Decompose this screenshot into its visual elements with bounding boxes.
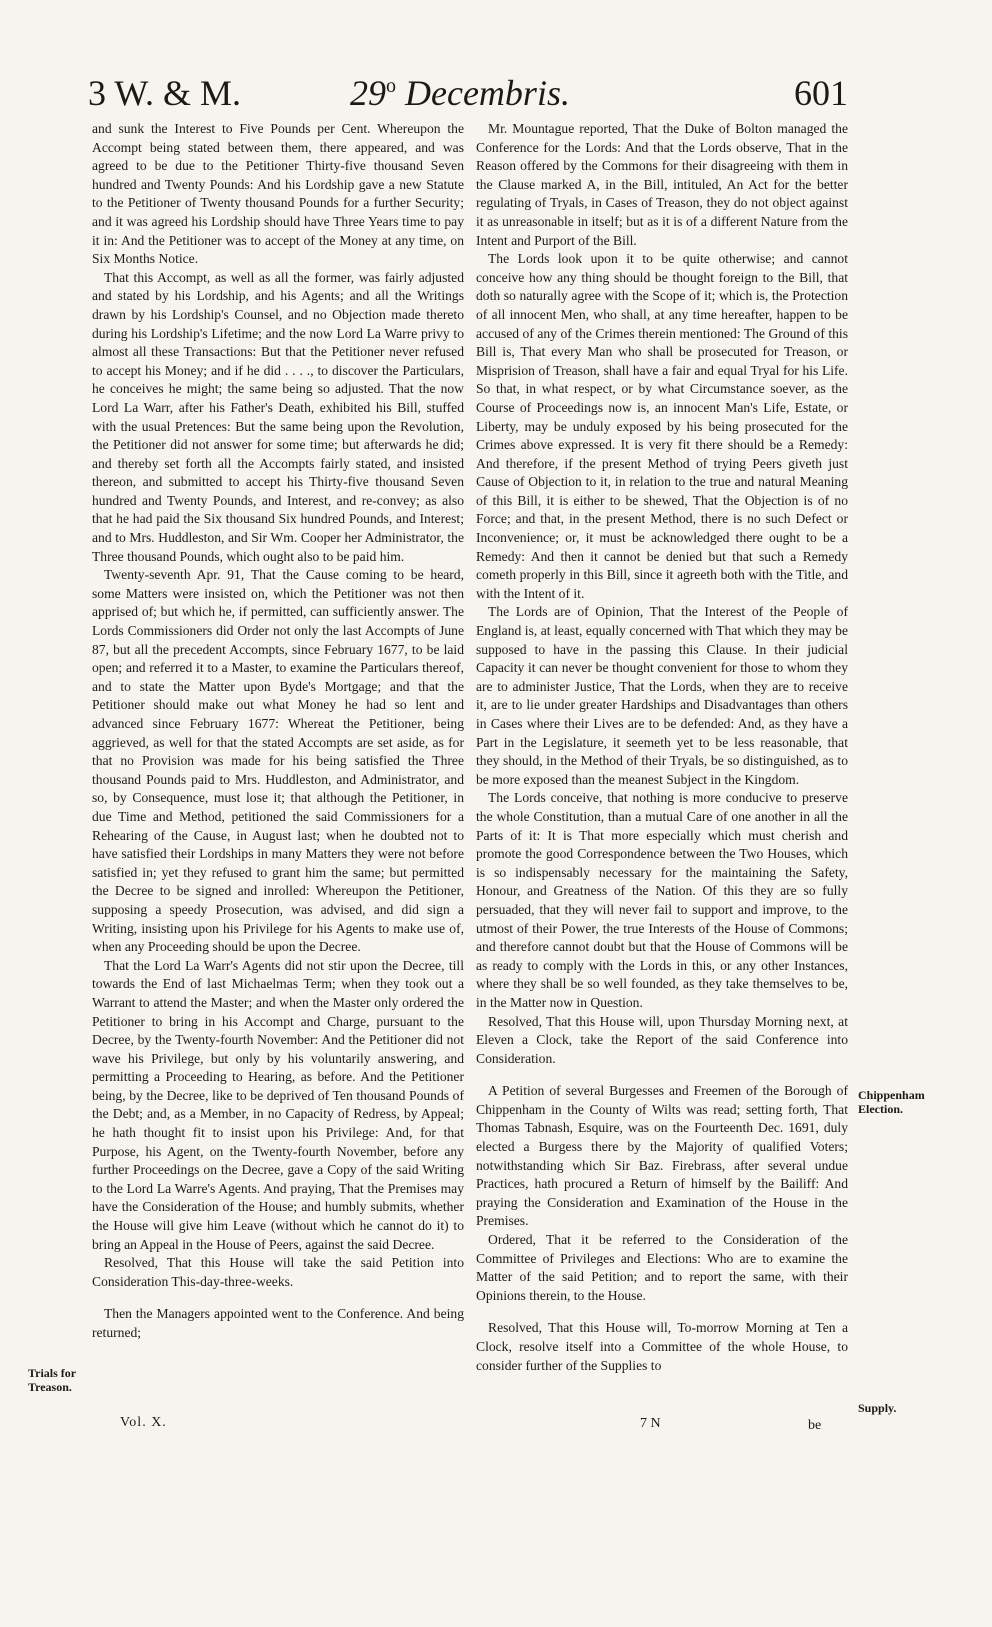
paragraph: That the Lord La Warr's Agents did not stir upon the Decree, till towards the End of last Michaelmas Term; when they took out a Warrant to attend the Master; and when the Master only ordered the Petitioner to bring in his Accompt and Charge, pursuant to the Decree, by the Twenty-fourth November: And the Petitioner did not wave his Privilege, but only by his voluntarily answering, and permitting a Proceeding to Hearing, as before. And the Petitioner being, by the Decree, like to be deprived of Ten thousand Pounds of the Debt; and, as a Member, in no Capacity of Redress, by Appeal; he hath thought fit to insist upon his Privilege: And, for that Purpose, his Agent, on the Twenty-fourth November, before any further Proceedings on the Decree, gave a Copy of the said Writing to the Lord La Warre's Agents. And praying, That the Premises may have the Consideration of the House; and humbly submits, whether the House will give him Leave (without which he cannot do it) to bring an Appeal in the House of Peers, against the said Decree. bbox=[92, 957, 464, 1252]
margin-note-trials: Trials for Treason. bbox=[28, 1366, 76, 1394]
paragraph: A Petition of several Burgesses and Freemen of the Borough of Chippenham in the County of Wilts was read; setting forth, That Thomas Tabnash, Esquire, was on the Fourteenth Dec. 1691, duly elected a Burgess there by the Majority of qualified Voters; notwithstanding which Sir Baz. Firebrass, after several undue Practices, hath procured a Return of himself by the Bailiff: And praying the Consideration and Examination of the House in the Premises. bbox=[476, 1083, 848, 1229]
paragraph: and sunk the Interest to Five Pounds per Cent. Whereupon the Accompt being stated between them, there appeared, and was agreed to be due to the Petitioner Thirty-five thousand Seven hundred and Twenty Pounds: And his Lordship gave a new Statute to the Petitioner of Twenty thousand Pounds for a further Security; and it was agreed his Lordship should have Three Years time to pay it in: And the Petitioner was to accept of the Money at any time, on Six Months Notice. bbox=[92, 121, 464, 267]
header-regnal-year: 3 W. & M. bbox=[88, 73, 242, 113]
header-date-month: Decembris. bbox=[405, 73, 570, 113]
paragraph: Twenty-seventh Apr. 91, That the Cause coming to be heard, some Matters were insisted on, which the Petitioner was not then apprised of; but which he, if permitted, can sufficiently answer. The Lords Commissioners did Order not only the last Accompts of June 87, but all the precedent Accompts, since February 1677, to be laid open; and referred it to a Master, to examine the Particulars thereof, and to state the Matter upon Byde's Mortgage; and that the Petitioner should make out what Money he had so lent and advanced since February 1677: Whereat the Petitioner, being aggrieved, as well for that the stated Accompts are set aside, as for that no Provision was made for his being satisfied the Three thousand Pounds paid to Mrs. Huddleston, and Administrator, and so, by Consequence, must lose it; that although the Petitioner, in due Time and Method, petitioned the said Commissioners for a Rehearing of the Cause, in August last; when he doubted not to have satisfied their Lordships in many Matters they were not before satisfied in; yet they refused to grant him the same; but permitted the Decree to be signed and inrolled: Whereupon the Petitioner, supposing a speedy Prosecution, was advised, and did sign a Writing, insisting upon his Privilege for his Agents to make use of, when any Proceeding should be upon the Decree. bbox=[92, 567, 464, 955]
running-header bbox=[88, 72, 848, 116]
paragraph: Resolved, That this House will, To-morrow Morning at Ten a Clock, resolve itself into a Committee of the whole House, to consider further of the Supplies to bbox=[476, 1320, 848, 1373]
header-date bbox=[350, 72, 570, 114]
paragraph: Ordered, That it be referred to the Consideration of the Committee of Privileges and Elections: Who are to examine the Matter of the said Petition; and to report the same, with their Opinions therein, to the House. bbox=[476, 1232, 848, 1303]
page-number: 601 bbox=[794, 73, 848, 113]
signature-mark: 7 N bbox=[640, 1416, 661, 1431]
right-column bbox=[476, 120, 848, 1375]
volume-label: Vol. X. bbox=[120, 1415, 167, 1430]
header-date-number: 29 bbox=[350, 73, 386, 113]
left-column bbox=[92, 120, 464, 1343]
paragraph: Then the Managers appointed went to the Conference. And being returned; bbox=[92, 1306, 464, 1340]
paragraph: Resolved, That this House will take the said Petition into Consideration This-day-three-weeks. bbox=[92, 1255, 464, 1289]
header-date-superscript: o bbox=[386, 75, 396, 97]
margin-note-supply: Supply. bbox=[858, 1401, 897, 1415]
catchword: be bbox=[808, 1418, 822, 1433]
paragraph: Resolved, That this House will, upon Thursday Morning next, at Eleven a Clock, take the Report of the said Conference into Consideration. bbox=[476, 1013, 848, 1066]
paragraph: The Lords look upon it to be quite otherwise; and cannot conceive how any thing should be thought foreign to the Bill, that doth so naturally agree with the Scope of it; which is, the Protection of all innocent Men, who shall, at any time hereafter, happen to be accused of any of the Crimes therein mentioned: The Ground of this Bill is, That every Man who shall be prosecuted for Treason, or Misprision of Treason, shall have a fair and equal Tryal for his Life. So that, in what respect, or by what Circumstance soever, as the Course of Proceedings now is, an innocent Man's Life, Estate, or Liberty, may be unduly exposed by his being prosecuted for the Crimes above expressed. It is very fit there should be a Remedy: And therefore, if the present Method of trying Peers giveth just Cause of Objection to it, in relation to the true and natural Meaning of this Bill, it is either to be shewed, That the Objection is of no Force; and that, in the present Method, there is no such Defect or Inconvenience; or, it must be acknowledged there ought to be a Remedy: And then it cannot be denied but that such a Remedy cometh properly in this Bill, since it agreeth both with the Title, and with the Intent of it. bbox=[476, 251, 848, 601]
paragraph: The Lords are of Opinion, That the Interest of the People of England is, at least, equally concerned with That which they may be supposed to have in the passing this Clause. In their judicial Capacity it can never be thought convenient for those to whom they are to administer Justice, That the Lords, when they are to receive it, are to lie under greater Hardships and Disadvantages than others in Cases where their Lives are to be defended: And, as they have a Part in the Legislature, it seemeth yet to be less reasonable, that they should, in the Method of their Tryals, be so distinguished, as to be more exposed than the meanest Subject in the Kingdom. bbox=[476, 604, 848, 787]
paragraph: The Lords conceive, that nothing is more conducive to preserve the whole Constitution, than a mutual Care of one another in all the Parts of it: It is That more especially which must cherish and promote the good Correspondence between the Two Houses, which is so indispensably necessary for the maintaining the Safety, Honour, and Greatness of the Nation. Of this they are so fully persuaded, that they will never fail to support and improve, to the utmost of their Power, the true Interests of the House of Commons; and therefore cannot doubt but that the House of Commons will be as ready to comply with the Lords in this, or any other Instances, where they shall be so well founded, as they take themselves to be, in the Matter now in Question. bbox=[476, 790, 848, 1010]
margin-note-chippenham: Chippenham Election. bbox=[858, 1088, 925, 1116]
paragraph: That this Accompt, as well as all the former, was fairly adjusted and stated by his Lordship, and his Agents; and all the Writings drawn by his Lordship's Counsel, and no Objection made thereto during his Lordship's Lifetime; and the now Lord La Warre privy to almost all these Transactions: But that the Petitioner never refused to accept his Money; and if he did . . . ., to discover the Particulars, he conceives he might; the same being so adjusted. That the now Lord La Warr, after his Father's Death, exhibited his Bill, stuffed with the usual Pretences: But the same being upon the Revolution, the Petitioner did not answer for some time; but afterwards he did; and thereby set forth all the Accompts fairly stated, and insisted thereon, and submitted to accept his Thirty-five thousand Seven hundred and Twenty Pounds, and Interest, and re-convey; as also that he had paid the Six thousand Six hundred Pounds, and Interest; and to Mrs. Huddleston, and Sir Wm. Cooper her Administrator, the Three thousand Pounds, which ought also to be paid him. bbox=[92, 269, 464, 564]
paragraph: Mr. Mountague reported, That the Duke of Bolton managed the Conference for the Lords: And that the Lords observe, That in the Reason offered by the Commons for their disagreeing with them in the Clause marked A, in the Bill, intituled, An Act for the better regulating of Tryals, in Cases of Treason, they do not object against it as unreasonable in itself; but as it is of a different Nature from the Intent and Purport of the Bill. bbox=[476, 121, 848, 248]
